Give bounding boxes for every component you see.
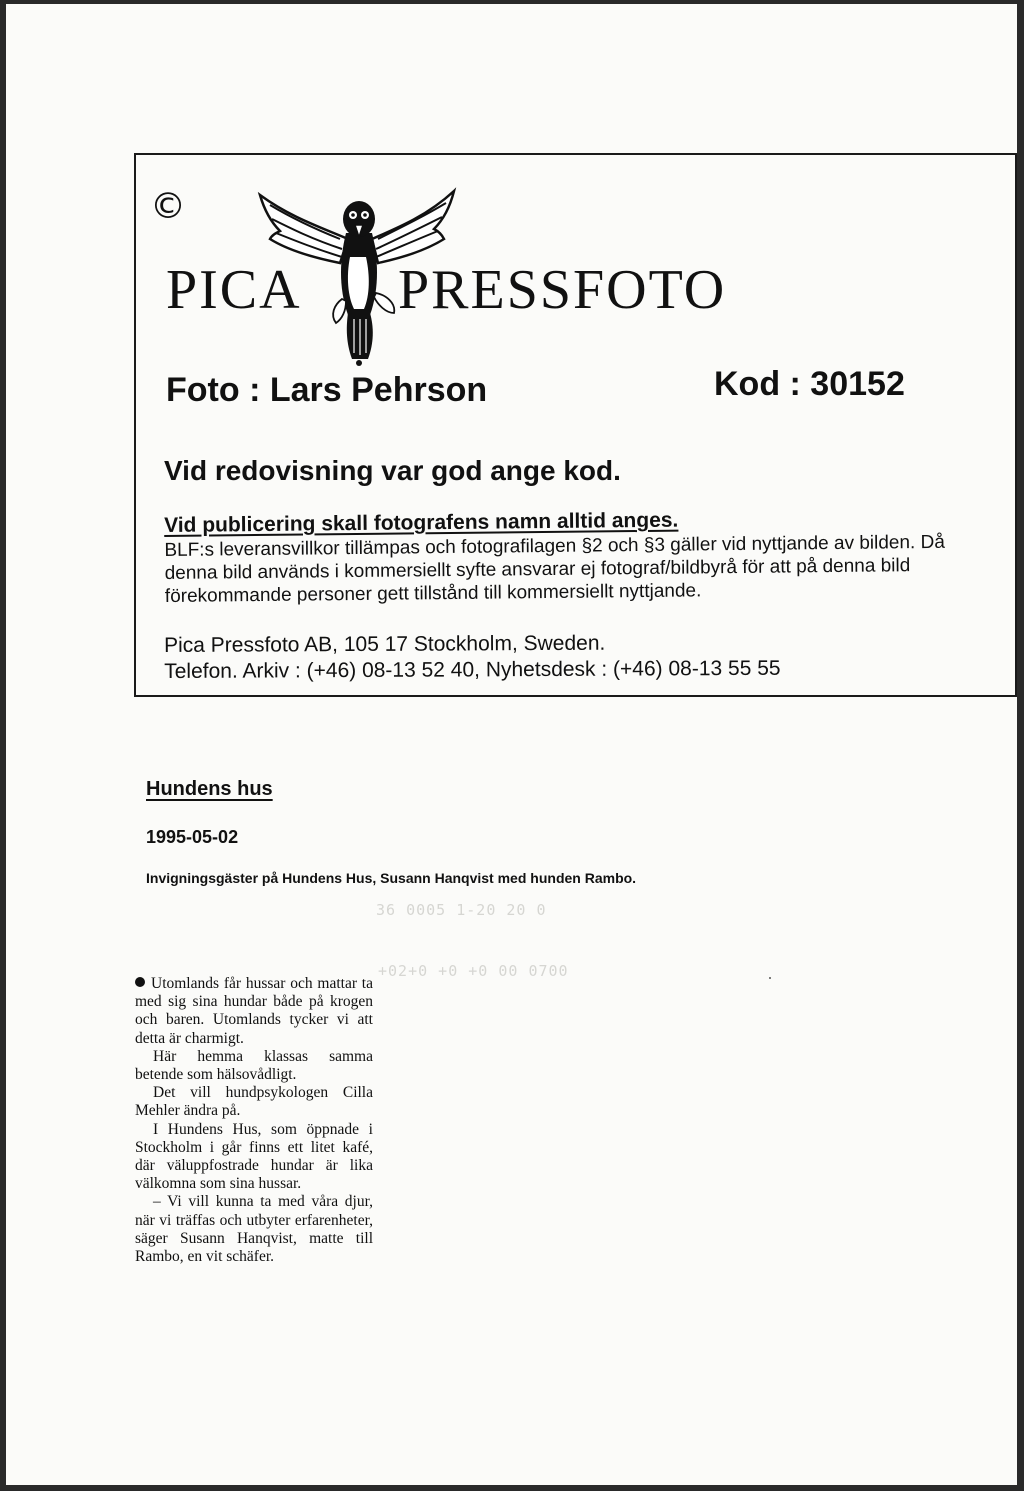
clipping-paragraph: Det vill hundpsykologen Cilla Mehler ändra på.: [135, 1084, 373, 1120]
clipping-paragraph: – Vi vill kunna ta med våra djur, när vi träffas och utbyter erfarenheter, säger Susann Hanqvist, matte till Rambo, en vit schäfer.: [135, 1193, 373, 1266]
brand-name-right: PRESSFOTO: [398, 259, 727, 321]
clipping-paragraph: I Hundens Hus, som öppnade i Stockholm i går finns ett litet kafé, där väluppfostrade hundar är lika välkomna som sina hussar.: [135, 1120, 373, 1193]
license-terms: BLF:s leveransvillkor tillämpas och fotografilagen §2 och §3 gäller vid nyttjande av bilden. Då denna bild används i kommersiellt syfte ansvarar ej fotograf/bildbyrå för att på denna bild förekommande personer gett tillstånd till kommersiellt nyttjande.: [164, 531, 945, 607]
bullet-icon: [135, 977, 145, 987]
agency-phone: Telefon. Arkiv : (+46) 08-13 52 40, Nyhetsdesk : (+46) 08-13 55 55: [164, 656, 781, 683]
document-sheet: [6, 4, 1017, 1485]
code-instruction: Vid redovisning var god ange kod.: [164, 455, 621, 486]
faint-archive-code-2: +02+0 +0 +0 00 0700: [378, 962, 569, 980]
clipping-paragraph: [135, 975, 373, 1048]
speck-mark: [769, 977, 771, 979]
newspaper-clipping: [135, 975, 373, 1266]
photo-caption: Invigningsgäster på Hundens Hus, Susann Hanqvist med hunden Rambo.: [146, 870, 637, 886]
article-date: 1995-05-02: [146, 827, 239, 847]
clipping-text: Utomlands får hussar och mattar ta med sig sina hundar både på krogen och baren. Utomlands tycker vi att detta är charmigt.: [135, 975, 373, 1047]
brand-name-left: PICA: [166, 259, 302, 321]
agency-address: Pica Pressfoto AB, 105 17 Stockholm, Sweden.: [164, 631, 606, 657]
faint-archive-code-1: 36 0005 1-20 20 0: [376, 901, 547, 919]
agency-address-block: [164, 630, 781, 685]
photographer-credit: Foto : Lars Pehrson: [166, 371, 488, 409]
copyright-symbol: ©: [150, 186, 186, 227]
publication-notice: Vid publicering skall fotografens namn alltid anges.: [164, 508, 679, 537]
terms-block: [164, 504, 995, 608]
article-headline: Hundens hus: [146, 778, 273, 800]
photo-code: Kod : 30152: [714, 365, 905, 403]
clipping-paragraph: Här hemma klassas samma betende som hälsovådligt.: [135, 1047, 373, 1084]
photo-agency-stamp: [134, 153, 1017, 697]
